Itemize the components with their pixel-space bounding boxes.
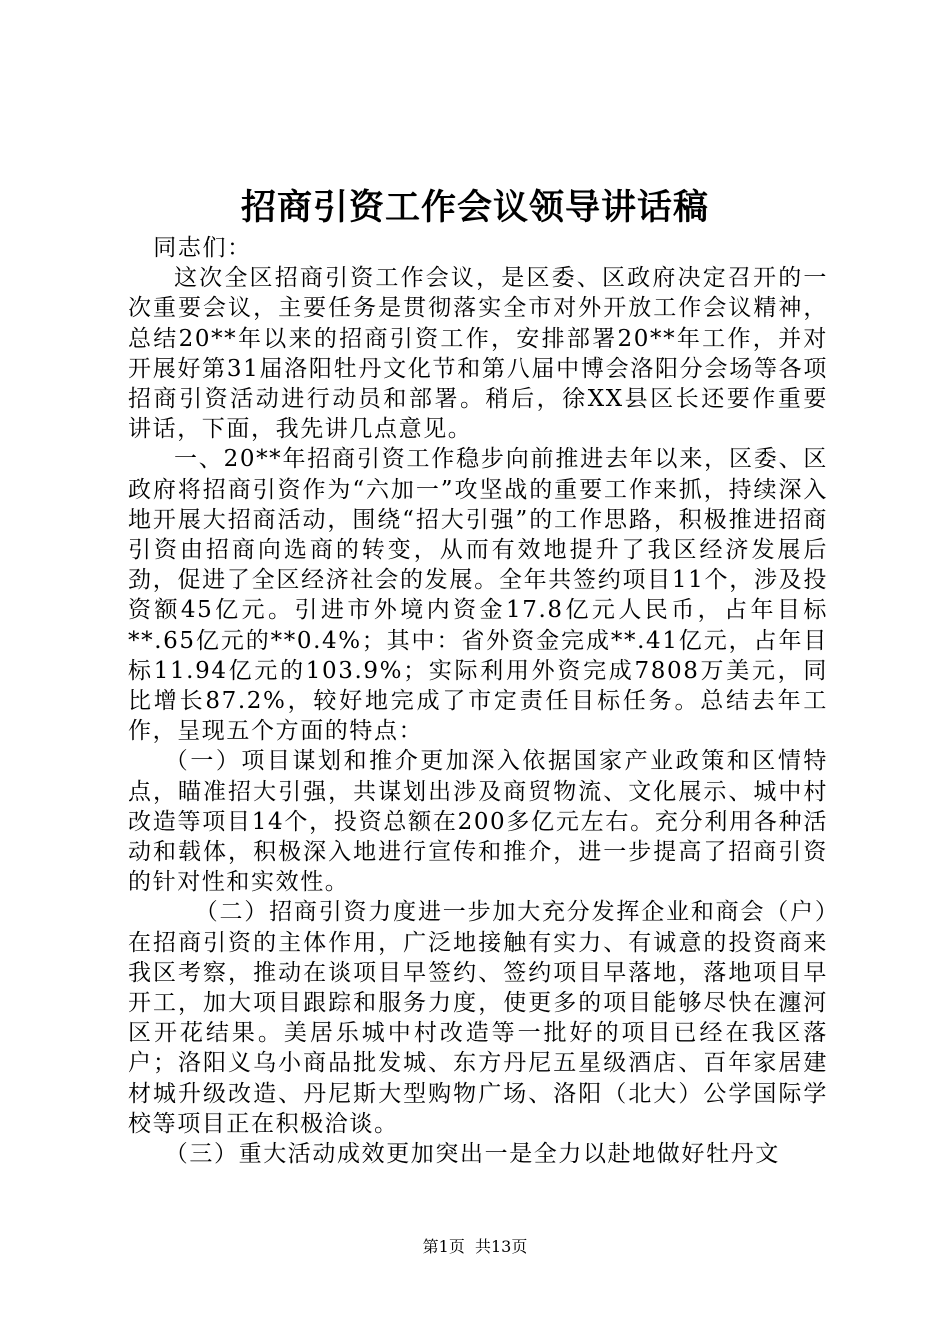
page-number-footer: 第1页 共13页 bbox=[422, 1237, 528, 1256]
subsection-three-paragraph: （三）重大活动成效更加突出一是全力以赴地做好牡丹文 bbox=[164, 1141, 780, 1168]
section-one-paragraph: 一、20**年招商引资工作稳步向前推进去年以来，区委、区政府将招商引资作为“六加一”攻坚战的重要工作来抓，持续深入地开展大招商活动，围绕“招大引强”的工作思路，积极推进招商引资由招商向选商的转变，从而有效地提升了我区经济发展后劲，促进了全区经济社会的发展。全年共签约项目11个，涉及投资额45亿元。引进市外境内资金17.8亿元人民币，占年目标**.65亿元的**0.4%；其中：省外资金完成**.41亿元，占年目标11.94亿元的103.9%；实际利用外资完成7808万美元，同比增长87.2%，较好地完成了市定责任目标任务。总结去年工作，呈现五个方面的特点： bbox=[128, 446, 828, 745]
document-title: 招商引资工作会议领导讲话稿 bbox=[240, 187, 709, 228]
greeting-paragraph: 同志们： bbox=[153, 235, 252, 261]
intro-paragraph: 这次全区招商引资工作会议，是区委、区政府决定召开的一次重要会议，主要任务是贯彻落实全市对外开放工作会议精神，总结20**年以来的招商引资工作，安排部署20**年工作，并对开展好第31届洛阳牡丹文化节和第八届中博会洛阳分会场等各项招商引资活动进行动员和部署。稍后，徐XX县区长还要作重要讲话，下面，我先讲几点意见。 bbox=[128, 265, 828, 443]
subsection-one-paragraph: （一）项目谋划和推介更加深入依据国家产业政策和区情特点，瞄准招大引强，共谋划出涉及商贸物流、文化展示、城中村改造等项目14个，投资总额在200多亿元左右。充分利用各种活动和载体，积极深入地进行宣传和推介，进一步提高了招商引资的针对性和实效性。 bbox=[128, 748, 828, 896]
document-body bbox=[128, 233, 828, 1169]
subsection-two-paragraph: （二）招商引资力度进一步加大充分发挥企业和商会（户）在招商引资的主体作用，广泛地接触有实力、有诚意的投资商来我区考察，推动在谈项目早签约、签约项目早落地，落地项目早开工，加大项目跟踪和服务力度，使更多的项目能够尽快在瀍河区开花结果。美居乐城中村改造等一批好的项目已经在我区落户；洛阳义乌小商品批发城、东方丹尼五星级酒店、百年家居建材城升级改造、丹尼斯大型购物广场、洛阳（北大）公学国际学校等项目正在积极洽谈。 bbox=[128, 899, 828, 1137]
